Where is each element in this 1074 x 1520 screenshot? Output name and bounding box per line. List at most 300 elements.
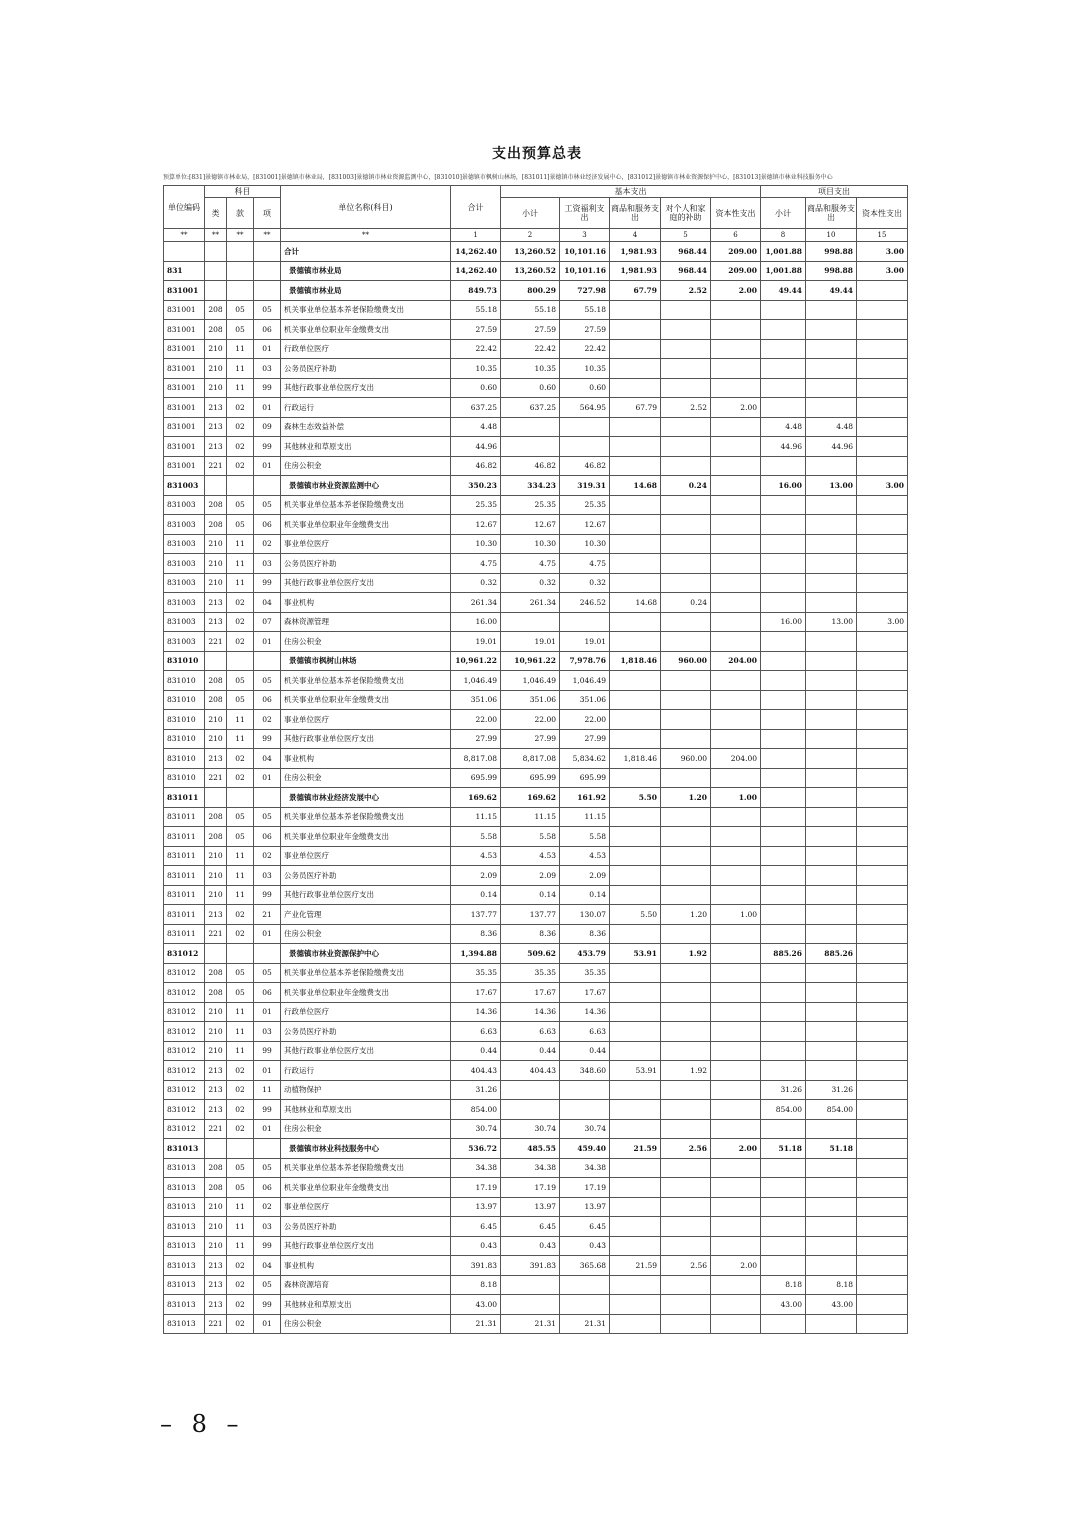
- cell-xiang: 05: [254, 1158, 281, 1178]
- cell-value: [711, 1022, 761, 1042]
- cell-value: [711, 983, 761, 1003]
- table-row: [164, 846, 908, 866]
- cell-value: 10.35: [451, 359, 501, 379]
- cell-unit-code: 831003: [164, 632, 205, 652]
- cell-xiang: 06: [254, 983, 281, 1003]
- cell-unit-code: 831011: [164, 885, 205, 905]
- table-row: [164, 905, 908, 925]
- table-row: [164, 515, 908, 535]
- cell-kuan: [227, 281, 254, 301]
- cell-value: 0.44: [451, 1041, 501, 1061]
- cell-kuan: [227, 242, 254, 262]
- cell-value: [711, 573, 761, 593]
- cell-value: 44.96: [761, 437, 806, 457]
- cell-value: 17.19: [560, 1178, 610, 1198]
- index-cell: 1: [451, 229, 501, 242]
- cell-value: [761, 729, 806, 749]
- cell-unit-code: 831003: [164, 495, 205, 515]
- cell-value: 348.60: [560, 1061, 610, 1081]
- cell-value: [501, 612, 560, 632]
- cell-unit-code: 831011: [164, 846, 205, 866]
- cell-value: 404.43: [501, 1061, 560, 1081]
- cell-value: 2.56: [661, 1139, 711, 1159]
- cell-value: [857, 1041, 908, 1061]
- cell-value: [661, 1236, 711, 1256]
- cell-value: 2.09: [501, 866, 560, 886]
- cell-kuan: 11: [227, 1197, 254, 1217]
- cell-value: [610, 1236, 661, 1256]
- cell-name: 事业机构: [281, 749, 451, 769]
- cell-kuan: 02: [227, 456, 254, 476]
- cell-value: [806, 885, 857, 905]
- table-row: [164, 807, 908, 827]
- cell-value: [806, 768, 857, 788]
- cell-name: 公务员医疗补助: [281, 866, 451, 886]
- cell-xiang: 01: [254, 768, 281, 788]
- header-individual: 对个人和家庭的补助: [661, 198, 711, 229]
- cell-value: [711, 1080, 761, 1100]
- table-row: [164, 359, 908, 379]
- cell-name: 机关事业单位职业年金缴费支出: [281, 1178, 451, 1198]
- cell-value: 5.50: [610, 788, 661, 808]
- cell-value: [806, 320, 857, 340]
- cell-value: 459.40: [560, 1139, 610, 1159]
- cell-value: [857, 846, 908, 866]
- cell-value: [806, 1236, 857, 1256]
- cell-value: [806, 398, 857, 418]
- cell-name: 机关事业单位职业年金缴费支出: [281, 983, 451, 1003]
- cell-xiang: 06: [254, 827, 281, 847]
- cell-value: 5.58: [560, 827, 610, 847]
- cell-kuan: 05: [227, 320, 254, 340]
- cell-lei: 208: [205, 300, 227, 320]
- cell-value: [857, 1178, 908, 1198]
- cell-value: [661, 1314, 711, 1334]
- cell-value: [806, 378, 857, 398]
- cell-name: 景德镇市林业资源保护中心: [281, 944, 451, 964]
- cell-xiang: [254, 281, 281, 301]
- cell-value: 8.18: [806, 1275, 857, 1295]
- cell-value: [857, 1275, 908, 1295]
- cell-unit-code: 831013: [164, 1236, 205, 1256]
- cell-value: [857, 866, 908, 886]
- cell-xiang: 01: [254, 632, 281, 652]
- cell-value: [761, 846, 806, 866]
- cell-xiang: 21: [254, 905, 281, 925]
- cell-unit-code: 831001: [164, 437, 205, 457]
- cell-name: 住房公积金: [281, 1119, 451, 1139]
- cell-lei: 208: [205, 690, 227, 710]
- cell-value: [610, 1314, 661, 1334]
- cell-value: 10,101.16: [560, 242, 610, 262]
- cell-value: 55.18: [560, 300, 610, 320]
- cell-kuan: [227, 651, 254, 671]
- cell-value: [661, 495, 711, 515]
- cell-value: 27.99: [451, 729, 501, 749]
- cell-value: [761, 398, 806, 418]
- cell-value: 43.00: [806, 1295, 857, 1315]
- cell-value: 1,046.49: [501, 671, 560, 691]
- cell-value: [806, 749, 857, 769]
- header-capital: 资本性支出: [711, 198, 761, 229]
- cell-kuan: 02: [227, 1256, 254, 1276]
- table-row: [164, 1022, 908, 1042]
- cell-value: [711, 729, 761, 749]
- cell-value: [857, 417, 908, 437]
- cell-value: [806, 690, 857, 710]
- cell-value: 14.68: [610, 593, 661, 613]
- cell-xiang: 05: [254, 1275, 281, 1295]
- cell-value: [610, 320, 661, 340]
- cell-value: [857, 1236, 908, 1256]
- cell-name: 其他林业和草原支出: [281, 1100, 451, 1120]
- cell-value: [501, 1100, 560, 1120]
- cell-value: [661, 573, 711, 593]
- cell-value: 53.91: [610, 1061, 661, 1081]
- cell-value: [857, 534, 908, 554]
- cell-kuan: 02: [227, 749, 254, 769]
- cell-value: [761, 1022, 806, 1042]
- cell-value: [761, 300, 806, 320]
- cell-value: 1,001.88: [761, 261, 806, 281]
- cell-kuan: 02: [227, 417, 254, 437]
- header-basic: 基本支出: [501, 186, 761, 198]
- cell-value: [806, 963, 857, 983]
- cell-kuan: 02: [227, 1080, 254, 1100]
- cell-value: 3.00: [857, 242, 908, 262]
- cell-value: 0.60: [560, 378, 610, 398]
- cell-value: 25.35: [501, 495, 560, 515]
- cell-value: [761, 749, 806, 769]
- cell-value: 8,817.08: [451, 749, 501, 769]
- table-row: [164, 671, 908, 691]
- header-goods: 商品和服务支出: [610, 198, 661, 229]
- cell-value: 209.00: [711, 261, 761, 281]
- cell-value: 800.29: [501, 281, 560, 301]
- table-row: [164, 690, 908, 710]
- index-cell: **: [227, 229, 254, 242]
- cell-name: 机关事业单位职业年金缴费支出: [281, 515, 451, 535]
- cell-value: 1,818.46: [610, 651, 661, 671]
- cell-unit-code: 831011: [164, 866, 205, 886]
- cell-value: 4.53: [451, 846, 501, 866]
- cell-value: [610, 690, 661, 710]
- table-row: [164, 827, 908, 847]
- cell-value: [711, 456, 761, 476]
- cell-name: 景德镇市林业局: [281, 281, 451, 301]
- cell-value: [711, 1275, 761, 1295]
- cell-value: 31.26: [806, 1080, 857, 1100]
- cell-kuan: 05: [227, 827, 254, 847]
- cell-kuan: 02: [227, 1275, 254, 1295]
- cell-value: [761, 1217, 806, 1237]
- cell-value: [610, 846, 661, 866]
- cell-value: 27.59: [451, 320, 501, 340]
- unit-row: [164, 476, 908, 496]
- cell-xiang: 04: [254, 749, 281, 769]
- cell-xiang: 99: [254, 729, 281, 749]
- cell-value: [610, 1217, 661, 1237]
- cell-name: 机关事业单位基本养老保险缴费支出: [281, 495, 451, 515]
- cell-value: 0.60: [451, 378, 501, 398]
- cell-value: 34.38: [501, 1158, 560, 1178]
- cell-name: 行政运行: [281, 398, 451, 418]
- cell-lei: 210: [205, 866, 227, 886]
- cell-unit-code: 831013: [164, 1197, 205, 1217]
- cell-kuan: 02: [227, 924, 254, 944]
- cell-value: [806, 632, 857, 652]
- cell-value: [711, 476, 761, 496]
- cell-value: 1,394.88: [451, 944, 501, 964]
- cell-lei: [205, 944, 227, 964]
- cell-value: [661, 1197, 711, 1217]
- cell-value: [711, 1041, 761, 1061]
- cell-value: 204.00: [711, 651, 761, 671]
- index-row: [164, 229, 908, 242]
- cell-value: [661, 1002, 711, 1022]
- cell-value: 2.52: [661, 281, 711, 301]
- header-project: 项目支出: [761, 186, 908, 198]
- cell-value: [711, 359, 761, 379]
- cell-unit-code: 831011: [164, 905, 205, 925]
- cell-value: 27.99: [501, 729, 560, 749]
- cell-lei: 210: [205, 534, 227, 554]
- cell-xiang: 03: [254, 1217, 281, 1237]
- table-row: [164, 710, 908, 730]
- cell-xiang: 01: [254, 1119, 281, 1139]
- cell-xiang: 05: [254, 807, 281, 827]
- cell-name: 事业单位医疗: [281, 846, 451, 866]
- table-row: [164, 1217, 908, 1237]
- cell-value: [610, 768, 661, 788]
- cell-value: [806, 339, 857, 359]
- cell-lei: 210: [205, 885, 227, 905]
- cell-value: [806, 1158, 857, 1178]
- header-salary: 工资福利支出: [560, 198, 610, 229]
- cell-value: [806, 1022, 857, 1042]
- cell-xiang: 04: [254, 593, 281, 613]
- cell-value: [761, 827, 806, 847]
- cell-name: 动植物保护: [281, 1080, 451, 1100]
- table-row: [164, 593, 908, 613]
- cell-value: 22.42: [451, 339, 501, 359]
- cell-value: [761, 359, 806, 379]
- cell-xiang: 03: [254, 866, 281, 886]
- cell-value: [806, 495, 857, 515]
- table-row: [164, 1197, 908, 1217]
- cell-value: [806, 456, 857, 476]
- cell-value: 43.00: [451, 1295, 501, 1315]
- cell-value: 30.74: [451, 1119, 501, 1139]
- cell-lei: 208: [205, 1178, 227, 1198]
- cell-xiang: 99: [254, 1295, 281, 1315]
- cell-value: [661, 690, 711, 710]
- cell-value: [857, 1139, 908, 1159]
- cell-value: 10.35: [501, 359, 560, 379]
- cell-lei: 210: [205, 554, 227, 574]
- cell-name: 机关事业单位基本养老保险缴费支出: [281, 671, 451, 691]
- cell-kuan: 11: [227, 378, 254, 398]
- cell-value: 17.67: [560, 983, 610, 1003]
- cell-value: 3.00: [857, 612, 908, 632]
- cell-value: 35.35: [451, 963, 501, 983]
- cell-value: 3.00: [857, 476, 908, 496]
- cell-value: 391.83: [451, 1256, 501, 1276]
- cell-value: [711, 1158, 761, 1178]
- cell-value: [761, 1002, 806, 1022]
- cell-value: [610, 515, 661, 535]
- cell-name: 行政运行: [281, 1061, 451, 1081]
- cell-value: [711, 378, 761, 398]
- cell-value: [761, 651, 806, 671]
- cell-value: [761, 1197, 806, 1217]
- cell-name: 住房公积金: [281, 924, 451, 944]
- cell-name: 事业机构: [281, 1256, 451, 1276]
- header-basic-subtotal: 小计: [501, 198, 560, 229]
- table-row: [164, 1178, 908, 1198]
- table-row: [164, 437, 908, 457]
- cell-value: 21.31: [451, 1314, 501, 1334]
- cell-kuan: 05: [227, 963, 254, 983]
- cell-value: 8.36: [560, 924, 610, 944]
- cell-kuan: 11: [227, 1217, 254, 1237]
- cell-value: [501, 417, 560, 437]
- unit-row: [164, 1139, 908, 1159]
- cell-value: [661, 671, 711, 691]
- cell-value: 13,260.52: [501, 261, 560, 281]
- cell-value: [661, 807, 711, 827]
- cell-kuan: 11: [227, 710, 254, 730]
- cell-value: [857, 300, 908, 320]
- cell-kuan: 11: [227, 554, 254, 574]
- cell-unit-code: 831001: [164, 320, 205, 340]
- cell-value: 51.18: [761, 1139, 806, 1159]
- cell-value: [857, 281, 908, 301]
- cell-value: 10.30: [501, 534, 560, 554]
- unit-row: [164, 261, 908, 281]
- cell-lei: 213: [205, 1256, 227, 1276]
- cell-value: 2.00: [711, 1256, 761, 1276]
- cell-value: 0.24: [661, 476, 711, 496]
- cell-value: 0.44: [501, 1041, 560, 1061]
- cell-kuan: 11: [227, 866, 254, 886]
- cell-value: [761, 671, 806, 691]
- table-row: [164, 378, 908, 398]
- cell-value: 6.45: [560, 1217, 610, 1237]
- cell-name: 住房公积金: [281, 632, 451, 652]
- cell-unit-code: 831013: [164, 1139, 205, 1159]
- cell-name: 森林生态效益补偿: [281, 417, 451, 437]
- cell-value: 4.75: [451, 554, 501, 574]
- cell-value: 13,260.52: [501, 242, 560, 262]
- cell-kuan: 11: [227, 1041, 254, 1061]
- cell-value: 21.59: [610, 1256, 661, 1276]
- cell-value: 4.75: [560, 554, 610, 574]
- cell-lei: [205, 242, 227, 262]
- cell-kuan: 05: [227, 515, 254, 535]
- cell-value: 6.45: [501, 1217, 560, 1237]
- cell-name: 其他行政事业单位医疗支出: [281, 1041, 451, 1061]
- cell-value: 22.00: [451, 710, 501, 730]
- cell-value: [711, 671, 761, 691]
- cell-value: [806, 554, 857, 574]
- cell-unit-code: 831001: [164, 300, 205, 320]
- cell-value: 960.00: [661, 651, 711, 671]
- cell-value: [857, 1002, 908, 1022]
- cell-lei: 213: [205, 612, 227, 632]
- table-row: [164, 1256, 908, 1276]
- table-row: [164, 398, 908, 418]
- cell-xiang: [254, 261, 281, 281]
- cell-kuan: [227, 1139, 254, 1159]
- cell-value: [711, 1119, 761, 1139]
- cell-unit-code: 831010: [164, 671, 205, 691]
- cell-value: [661, 1100, 711, 1120]
- cell-value: 351.06: [501, 690, 560, 710]
- cell-value: 46.82: [501, 456, 560, 476]
- cell-value: 11.15: [560, 807, 610, 827]
- cell-value: [761, 320, 806, 340]
- table-row: [164, 320, 908, 340]
- cell-unit-code: 831011: [164, 788, 205, 808]
- cell-lei: 208: [205, 515, 227, 535]
- cell-value: 10.35: [560, 359, 610, 379]
- cell-value: [711, 1178, 761, 1198]
- cell-name: 其他行政事业单位医疗支出: [281, 1236, 451, 1256]
- cell-value: 21.59: [610, 1139, 661, 1159]
- cell-value: [610, 378, 661, 398]
- cell-unit-code: 831012: [164, 1100, 205, 1120]
- cell-value: [761, 339, 806, 359]
- cell-xiang: 99: [254, 1236, 281, 1256]
- cell-name: 住房公积金: [281, 768, 451, 788]
- cell-value: [857, 554, 908, 574]
- cell-lei: 208: [205, 671, 227, 691]
- cell-unit-code: 831003: [164, 515, 205, 535]
- cell-value: [661, 827, 711, 847]
- header-subject: 科目: [205, 186, 281, 198]
- cell-value: [711, 1197, 761, 1217]
- cell-name: 行政单位医疗: [281, 1002, 451, 1022]
- table-row: [164, 963, 908, 983]
- cell-value: [610, 866, 661, 886]
- cell-name: 事业单位医疗: [281, 1197, 451, 1217]
- cell-value: [711, 437, 761, 457]
- cell-kuan: 11: [227, 846, 254, 866]
- cell-value: [761, 885, 806, 905]
- cell-xiang: 05: [254, 300, 281, 320]
- cell-lei: [205, 476, 227, 496]
- index-cell: 4: [610, 229, 661, 242]
- cell-value: 13.00: [806, 612, 857, 632]
- cell-value: [806, 729, 857, 749]
- cell-xiang: 99: [254, 885, 281, 905]
- cell-value: [761, 1119, 806, 1139]
- cell-kuan: [227, 261, 254, 281]
- table-row: [164, 983, 908, 1003]
- cell-value: [806, 1256, 857, 1276]
- cell-value: [610, 963, 661, 983]
- table-row: [164, 1080, 908, 1100]
- cell-lei: 208: [205, 1158, 227, 1178]
- cell-value: [661, 1022, 711, 1042]
- cell-lei: 210: [205, 1002, 227, 1022]
- cell-value: [711, 515, 761, 535]
- cell-name: 事业机构: [281, 593, 451, 613]
- cell-value: [761, 788, 806, 808]
- cell-value: 0.14: [501, 885, 560, 905]
- cell-value: 1.92: [661, 944, 711, 964]
